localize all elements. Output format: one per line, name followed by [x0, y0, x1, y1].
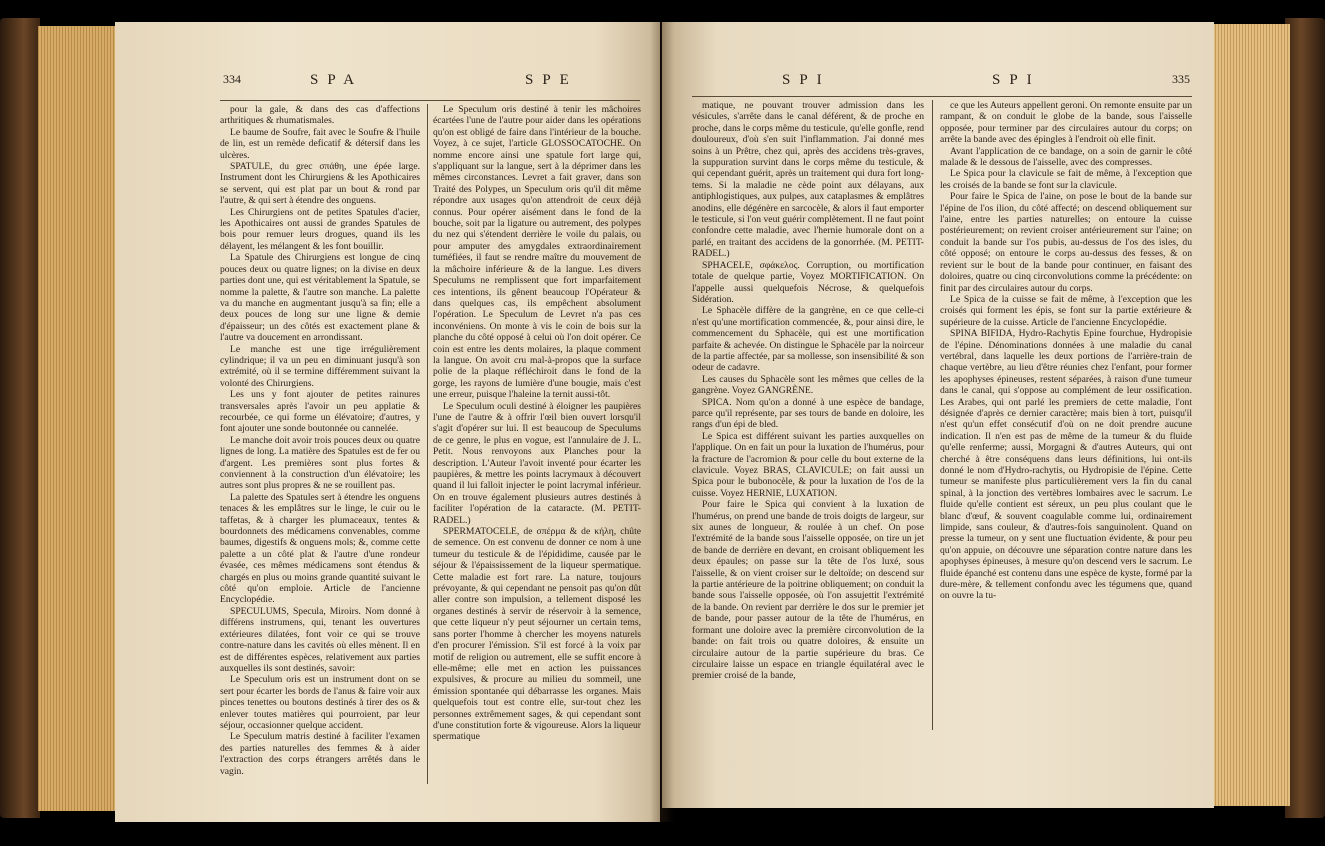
paragraph: pour la gale, & dans des cas d'affections arthritiques & rhumatismales.	[220, 104, 420, 127]
column-divider	[932, 100, 933, 730]
paragraph: Le Speculum oculi destiné à éloigner les paupières l'une de l'autre & à offrir l'œil bien ouvert lorsqu'il s'agit d'opérer sur lui. Il est beaucoup de Speculums de ce genre, le plus en vogue, est l'annulaire de J. L. Petit. Nous renvoyons aux Planches pour la description. L'Auteur l'avoit inventé pour écarter les paupières, & mettre les points lacrymaux à découvert quand il lui falloit injecter le point lacrymal inférieur. On en trouve également plusieurs autres destinés à faciliter l'opération de la cataracte. (M. PETIT-RADEL.)	[433, 400, 641, 526]
paragraph: SPECULUMS, Specula, Miroirs. Nom donné à différens instrumens, qui, tenant les ouvertures extérieures dilatées, font voir ce qui se trouve contre-nature dans les cavités où elles mènent. Il en est de différentes espèces, relativement aux parties auxquelles ils sont destinés, savoir:	[220, 605, 420, 674]
page-edges-left	[38, 26, 118, 811]
running-header-right: SPE	[525, 72, 578, 88]
paragraph: Le Spica est différent suivant les parties auxquelles on l'applique. On en fait un pour la luxation de l'humérus, pour la fracture de l'acromion & pour celle du bout externe de la clavicule. Voyez BRAS, CLAVICULE; on fait aussi un Spica pour le bubonocèle, & pour la luxation de l'os de la cuisse. Voyez HERNIE, LUXATION.	[692, 430, 924, 499]
running-header-right: SPI	[992, 72, 1041, 88]
paragraph: Les Chirurgiens ont de petites Spatules d'acier, les Apothicaires ont aussi de grandes Spatules de bois pour remuer leurs drogues, quand ils les délayent, les mélangent & les font bouillir.	[220, 206, 420, 252]
paragraph: La Spatule des Chirurgiens est longue de cinq pouces deux ou quatre lignes; on la divise en deux parties dont une, qui est véritablement la Spatule, se nomme la palette, & l'autre son manche. La palette va du manche en augmentant jusqu'à sa fin; elle a deux pouces de long sur une ligne & demie d'épaisseur; un des côtés est exactement plane & l'autre va doucement en arrondissant.	[220, 252, 420, 344]
right-page	[662, 22, 1214, 808]
text-column-2	[940, 100, 1192, 800]
book-cover-left	[0, 18, 40, 818]
paragraph: ce que les Auteurs appellent geroni. On remonte ensuite par un rampant, & on conduit le globe de la bande, sous l'aisselle opposée, pour terminer par des circulaires autour du corps; on arrête la bande avec des épingles à l'endroit où elle finit.	[940, 100, 1192, 146]
paragraph: Pour faire le Spica de l'aine, on pose le bout de la bande sur l'épine de l'os ilion, du côté affecté; on descend obliquement sur l'aine, entre les parties naturelles; on entoure la cuisse postérieurement; on revient croiser antérieurement sur l'aine; on conduit la bande sur l'os pubis, au-dessus de l'os des isles, du côté opposé; on entoure le corps au-dessus des fesses, & on revient sur le bout de la bande pour continuer, en faisant des doloires, quatre ou cinq circonvolutions comme la précédente: on finit par des circulaires autour du corps.	[940, 191, 1192, 294]
header-rule	[692, 96, 1192, 97]
paragraph: Le Speculum oris destiné à tenir les mâchoires écartées l'une de l'autre pour aider dans les opérations qu'on est obligé de faire dans l'intérieur de la bouche. Voyez, à ce sujet, l'article GLOSSOCATOCHE. On nomme encore ainsi une spatule fort large qui, s'appliquant sur la langue, sert à la déprimer dans les mêmes circonstances. Levret a fait graver, dans son Traité des Polypes, un Speculum oris qu'il dit même répondre aux usages qu'on attendroit de ceux déjà connus. Pour opérer aisément dans le fond de la bouche, soit par la ligature ou autrement, des polypes du nez qui s'étendent derrière le voile du palais, ou pour amputer des amygdales extraordinairement tuméfiées, il faut se rendre maître du mouvement de la mâchoire inférieure & de la langue. Les divers Speculums ne remplissent que fort imparfaitement ces intentions, ils gênent beaucoup l'Opérateur & dans quelques cas, ils empêchent absolument l'opération. Le Speculum de Levret n'a pas ces inconvéniens. On monte à vis le coin de bois sur la planche du côté opposé à celui où l'on doit opérer. Ce coin est entre les dents molaires, la plaque comment la langue. On avoit cru mal-à-propos que la surface polie de la plaque réfléchiroit dans le fond de la gorge, les rayons de lumière d'une bougie, mais c'est une erreur, puisque l'haleine la ternit aussi-tôt.	[433, 104, 641, 401]
paragraph: matique, ne pouvant trouver admission dans les vésicules, s'arrête dans le canal déférent, & de proche en proche, dans le corps même du testicule, qu'elle gonfle, rend douloureux, d'où s'en suit l'inflammation. J'ai donné mes soins à un Prêtre, chez qui, après des accidens très-graves, la suppuration survint dans le corps même du testicule, & qui cependant guérit, après un traitement qui dura fort long-tems. Si la maladie ne cède point aux délayans, aux antiphlogistiques, aux pulpes, aux cataplasmes & emplâtres anodins, elle dégénère en sarcocèle, & alors il faut emporter le testicule, si l'on veut guérir complètement. Il ne faut point confondre cette maladie, avec l'hernie humorale dont on a parlé, en traitant des accidens de la gonorrhée. (M. PETIT-RADEL.)	[692, 100, 924, 260]
page-number: 334	[223, 72, 241, 86]
text-column-1	[220, 104, 420, 804]
paragraph: Les uns y font ajouter de petites rainures transversales après l'avoir un peu applatie & recourbée, ce qui forme un élévatoire; d'autres, y font ajouter une sonde boutonnée ou cannelée.	[220, 389, 420, 435]
paragraph: Le Spica pour la clavicule se fait de même, à l'exception que les croisés de la bande se font sur la clavicule.	[940, 168, 1192, 191]
paragraph: SPERMATOCELE, de σπέρμα & de κήλη, chûte de semence. On est convenu de donner ce nom à une tumeur du testicule & de l'épididime, causée par le séjour & l'épaississement de la liqueur spermatique. Cette maladie est fort rare. La nature, toujours prévoyante, & qui cependant ne pensoit pas qu'on dût aller contre son impulsion, a tellement disposé les organes destinés à servir de réservoir à la semence, que cette liqueur n'y peut séjourner un certain tems, sans porter l'homme à chercher les moyens naturels d'en procurer l'émission. S'il est forcé à la voix par motif de religion ou autrement, elle se suffit encore à elle-même; elle met en action les puissances expulsives, & procure au milieu du sommeil, une émission spontanée qui débarrasse les organes. Mais quelquefois tout est contre elle, sur-tout chez les personnes extrêmement sages, & qui cependant sont d'une constitution forte & vigoureuse. Alors la liqueur spermatique	[433, 526, 641, 743]
text-column-2	[433, 104, 641, 804]
paragraph: Le Sphacèle diffère de la gangrène, en ce que celle-ci n'est qu'une mortification commencée, &, pour ainsi dire, le commencement du Sphacèle, qui est une mortification parfaite & achevée. On distingue le Sphacèle par la noirceur de la partie affectée, par sa mollesse, son insensibilité & son odeur de cadavre.	[692, 305, 924, 374]
paragraph: Les causes du Sphacèle sont les mêmes que celles de la gangrène. Voyez GANGRÈNE.	[692, 373, 924, 397]
paragraph: SPATULE, du grec σπάθη, une épée large. Instrument dont les Chirurgiens & les Apothicaires se servent, qui est plat par un bout & rond par l'autre, & qui sert à étendre des onguens.	[220, 161, 420, 207]
paragraph: SPICA. Nom qu'on a donné à une espèce de bandage, parce qu'il représente, par ses tours de bande en doloire, les rangs d'un épi de bled.	[692, 396, 924, 431]
paragraph: Le manche est une tige irrégulièrement cylindrique; il va un peu en diminuant jusqu'à son extrémité, où il se termine différemment suivant la volonté des Chirurgiens.	[220, 343, 420, 389]
running-header-left: SPI	[782, 72, 831, 88]
paragraph: Le Speculum matris destiné à faciliter l'examen des parties naturelles des femmes & à aider l'extraction des corps étrangers arrêtés dans le vagin.	[220, 731, 420, 777]
paragraph: SPINA BIFIDA, Hydro-Rachytis Epine fourchue, Hydropisie de l'épine. Dénominations données à une maladie du canal vertébral, dans laquelle les deux portions de l'arrière-train de chaque vertèbre, au lieu d'être réunies chez l'enfant, pour former les apophyses épineuses, restent séparées, à raison d'une tumeur dans le canal, qui s'oppose au complément de leur ossification. Les Arabes, qui ont parlé les premiers de cette maladie, l'ont désignée d'après ce dernier caractère; mais bien à tort, puisqu'il n'est qu'un effet consécutif d'où on ne doit prendre aucune indication. Il n'en est pas de même de la tumeur & du fluide qu'elle renferme; aussi, Morgagni & d'autres Auteurs, qui ont cherché à être conséquens dans leurs définitions, lui ont-ils donné le nom d'Hydro-rachytis, ou Hydropisie de l'épine. Cette tumeur se manifeste plus particulièrement vers la fin du canal spinal, à la jonction des vertèbres lombaires avec le sacrum. Le fluide qu'elle contient est séreux, un peu plus coulant que le blanc d'œuf, & souvent coagulable comme lui, ordinairement limpide, sans couleur, & d'autres-fois sanguinolent. Quand on presse la tumeur, on y sent une fluctuation évidente, & pour peu qu'on appuie, on découvre une séparation contre nature dans les apophyses épineuses, à mesure qu'on descend vers le sacrum. Le fluide épanché est contenu dans une espèce de kyste, formé par la dure-mère, & tellement confondu avec les tégumens que, quand on ouvre la tu-	[940, 328, 1192, 602]
paragraph: SPHACELE, σφάκελος. Corruption, ou mortification totale de quelque partie, Voyez MORTIFICATION. On l'appelle aussi quelquefois Nécrose, & quelquefois Sidération.	[692, 259, 924, 305]
paragraph: Avant l'application de ce bandage, on a soin de garnir le côté malade & le dessous de l'aisselle, avec des compresses.	[940, 145, 1192, 169]
running-header-left: SPA	[310, 72, 364, 88]
book-gutter	[650, 22, 674, 822]
paragraph: Pour faire le Spica qui convient à la luxation de l'humérus, on prend une bande de trois doigts de largeur, sur six aunes de longueur, & roulée à un chef. On pose l'extrémité de la bande sous l'aisselle opposée, on tire un jet de bande de derrière en devant, en croisant obliquement les deux épaules; on passe sur la tête de l'os luxé, sous l'aisselle, & on vient croiser sur le deltoïde; on descend sur la partie antérieure de la poitrine obliquement; on conduit la bande sous l'aisselle opposée, où l'on assujettit l'extrémité de la bande. On revient par derrière le dos sur le premier jet de bande, pour passer autour de la tête de l'humérus, en formant une doloire avec la première circonvolution de la bande: on fait trois ou quatre doloires, & ensuite un circulaire autour de la partie supérieure du bras. Ce circulaire laisse un espace en triangle équilatéral avec le premier croisé de la bande,	[692, 499, 924, 682]
paragraph: Le baume de Soufre, fait avec le Soufre & l'huile de lin, est un remède deficatif & détersif dans les ulcères.	[220, 126, 420, 161]
column-divider	[427, 104, 428, 784]
paragraph: Le manche doit avoir trois pouces deux ou quatre lignes de long. La matière des Spatules est de fer ou d'argent. Les premières sont plus fortes & conviennent à la construction d'un élévatoire; les autres sont plus propres & ne se rouillent pas.	[220, 434, 420, 492]
page-edges-right	[1212, 24, 1290, 806]
page-number: 335	[1172, 72, 1190, 86]
paragraph: La palette des Spatules sert à étendre les onguens tenaces & les emplâtres sur le linge, le cuir ou le taffetas, & à charger les plumaceaux, tentes & bourdonnets des médicamens convenables, comme baumes, digestifs & onguens mols; &, comme cette palette a un côté plat & l'autre d'une rondeur évasée, ces mêmes médicamens sont étendus & chargés en plus ou moins grande quantité suivant le côté qu'on emploie. Article de l'ancienne Encyclopédie.	[220, 491, 420, 606]
left-page	[115, 22, 660, 822]
book-cover-right	[1285, 18, 1325, 818]
header-rule	[220, 100, 640, 101]
paragraph: Le Speculum oris est un instrument dont on se sert pour écarter les bords de l'anus & faire voir aux pinces tenettes ou boutons destinés à tirer des os & enlever toutes matières qui pourroient, par leur séjour, occasionner quelque accident.	[220, 674, 420, 731]
paragraph: Le Spica de la cuisse se fait de même, à l'exception que les croisés qui forment les épis, se font sur la partie extérieure & supérieure de la cuisse. Article de l'ancienne Encyclopédie.	[940, 293, 1192, 328]
text-column-1	[692, 100, 924, 740]
